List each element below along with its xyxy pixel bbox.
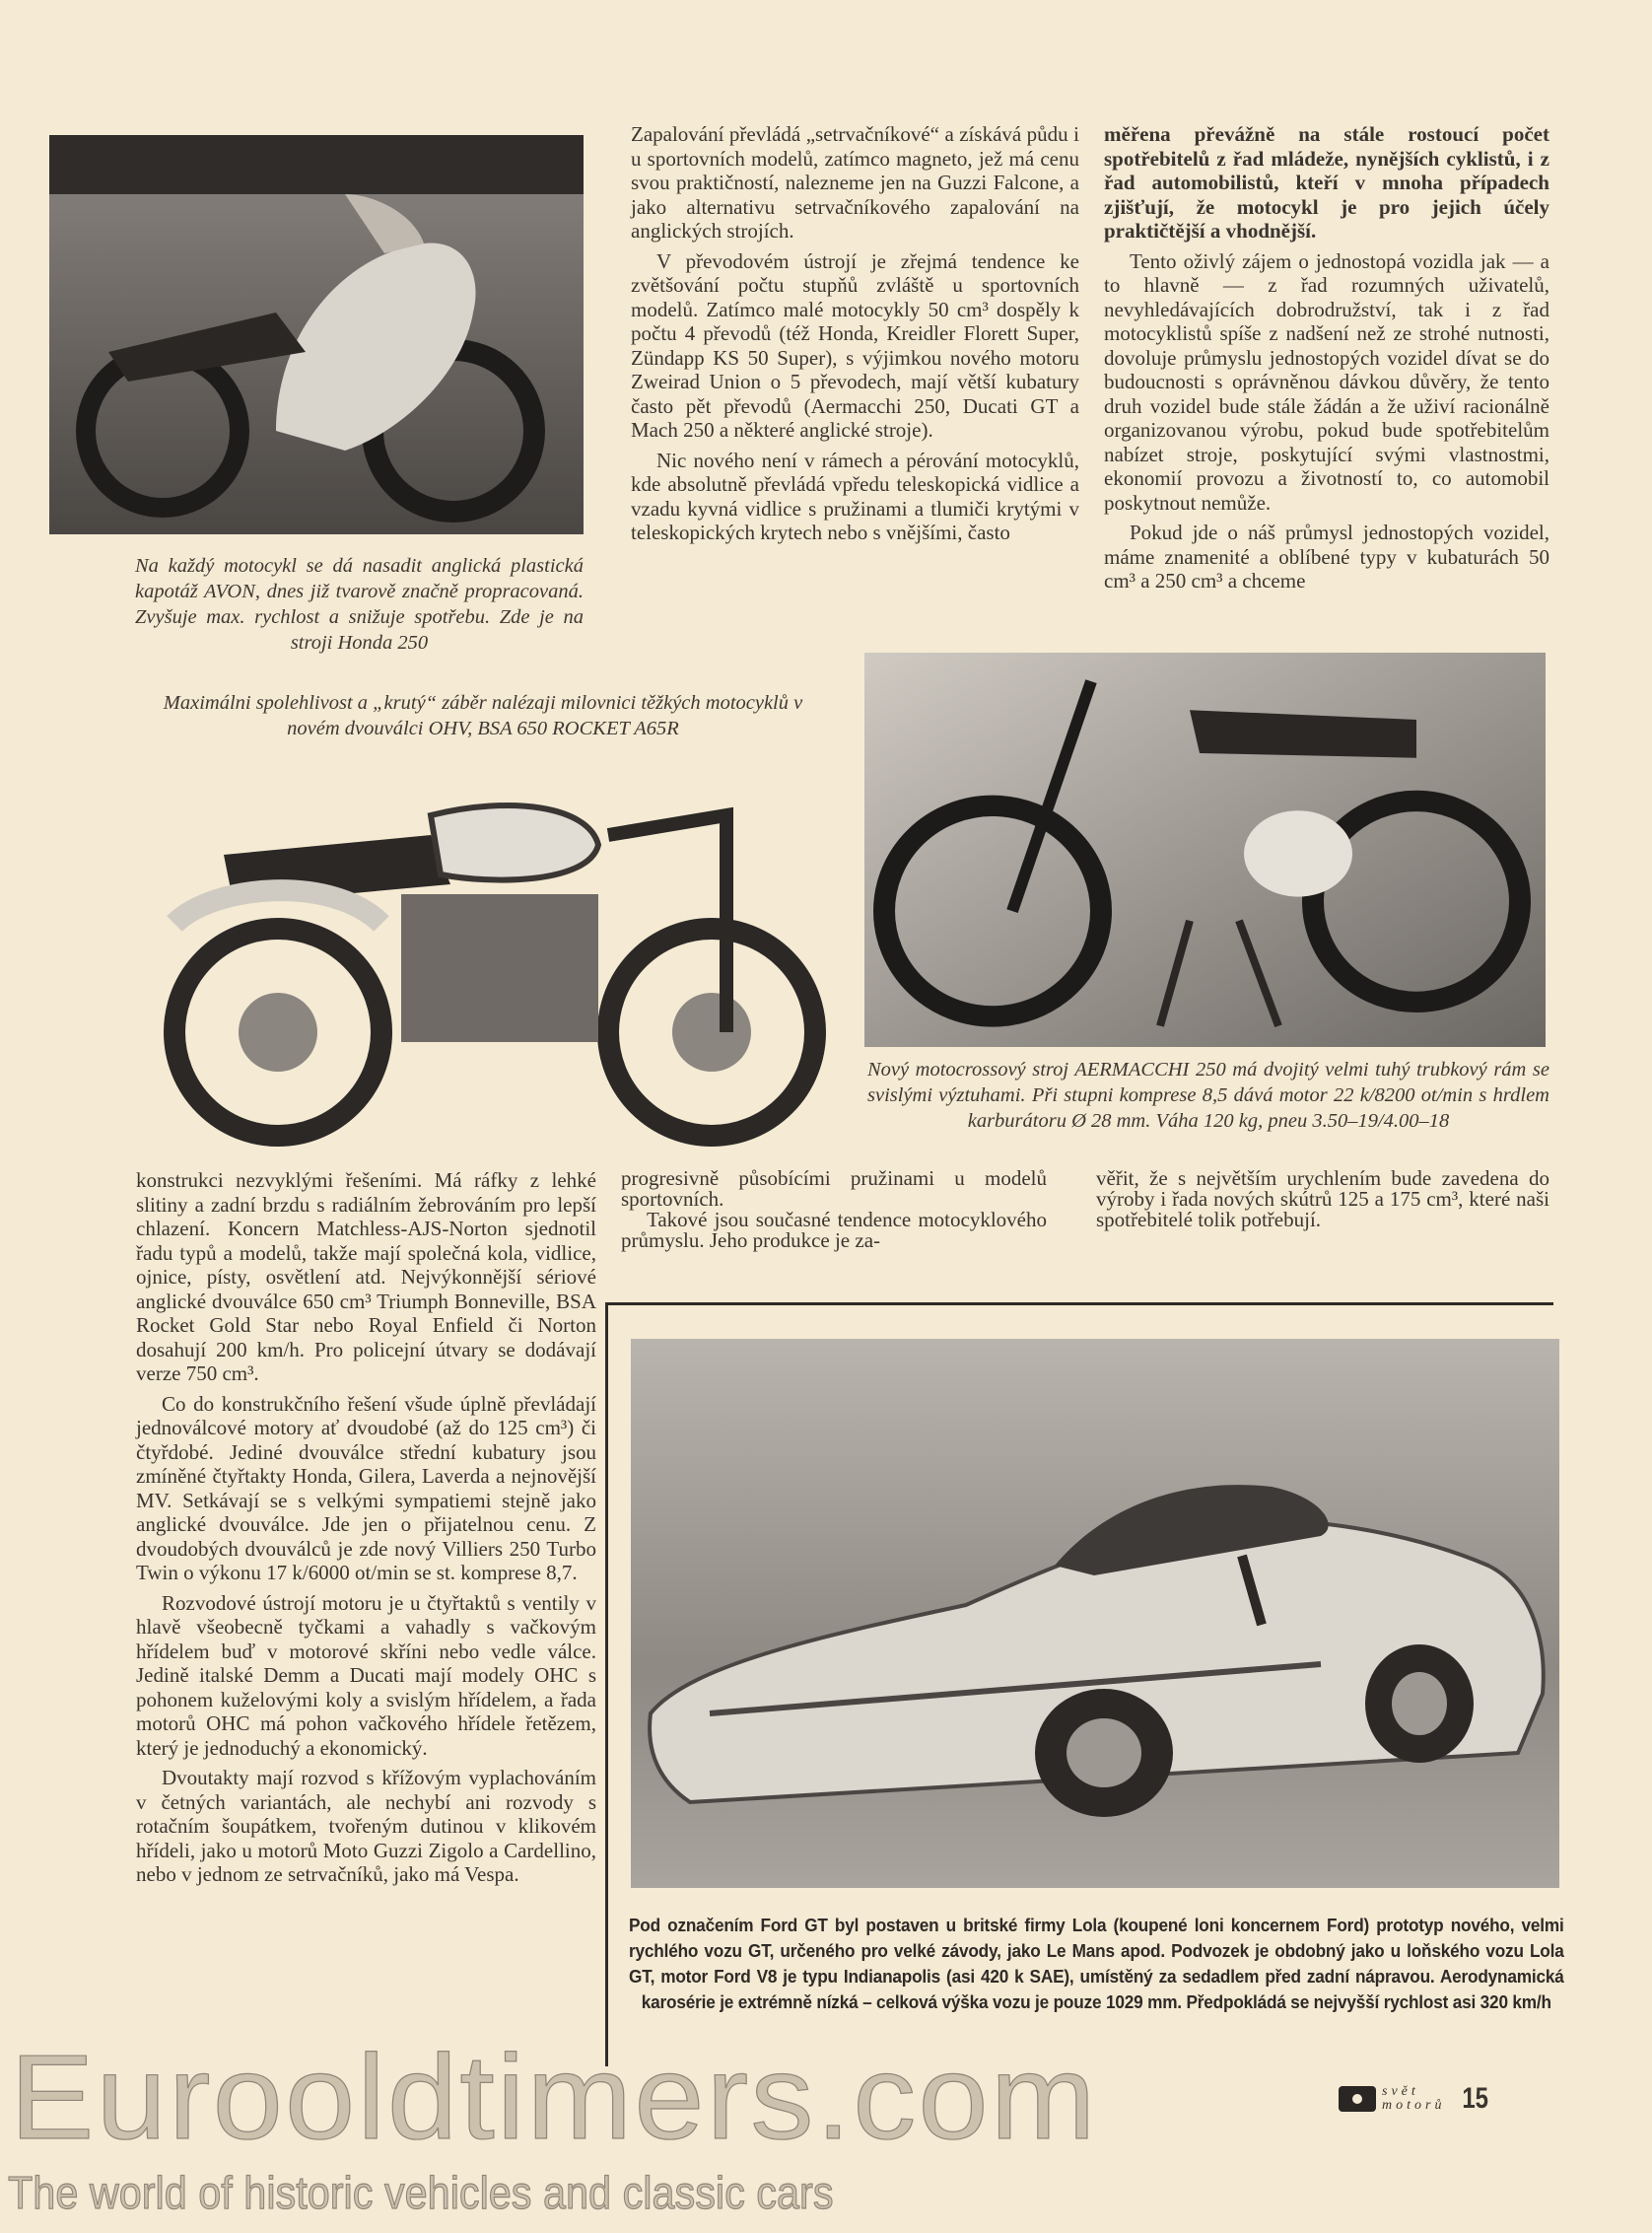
paragraph: Dvoutakty mají rozvod s křížovým vyplachováním v četných variantách, ale nechybí ani rozvody s rotačním šoupátkem, tvořeným dutinou v klikovém hřídeli, jako u motorů Moto Guzzi Zigolo a Cardellino, nebo v jednom ze setrvačníků, jako má Vespa. xyxy=(136,1766,596,1886)
article-column-top-right xyxy=(1104,122,1549,599)
paragraph: progresivně působícími pružinami u modelů sportovních. xyxy=(621,1166,1047,1211)
honda-250-avon-fairing-photo xyxy=(49,135,584,534)
paragraph: měřena převážně na stále rostoucí počet spotřebitelů z řad mládeže, nynějších cyklistů, i z řad automobilistů, kteří v mnoha případech zjišťují, že motocykl je pro jejich účely praktičtější a vhodnější. xyxy=(1104,122,1549,243)
bsa-photo-caption: Maximálni spolehlivost a „krutý“ záběr nalézaji milovnici těžkých motocyklů v novém dvouválci OHV, BSA 650 ROCKET A65R xyxy=(163,692,803,739)
paragraph: Co do konstrukčního řešení všude úplně převládají jednoválcové motory ať dvoudobé (až do 125 cm³) či čtyřdobé. Jediné dvouválce střední kubatury jsou zmíněné čtyřtakty Honda, Gilera, Laverda a nejnovější MV. Setkávají se s velkými sympatiemi stejně jako anglické dvouválce. Jde jen o přijatelnou cenu. Z dvoudobých dvouválců je zde nový Villiers 250 Turbo Twin o výkonu 17 k/6000 ot/min se st. komprese 8,7. xyxy=(136,1391,596,1584)
box-rule-top xyxy=(605,1302,1553,1305)
article-column-top-middle xyxy=(631,122,1079,551)
ford-gt-prototype-photo xyxy=(631,1339,1559,1888)
magazine-logo xyxy=(1339,2082,1492,2116)
paragraph: Tento oživlý zájem o jednostopá vozidla jak — a to hlavně — z řad rozumných uživatelů, nevyhledávajících dobrodružství, tak i z řad motocyklistů spíše z nadšení než ze strohé nutnosti, dovoluje průmyslu jednostopých vozidel dívat se do budoucnosti s oprávněnou dávkou důvěry, že tento druh vozidel bude stále žádán a že uživí racionálně organizovanou výrobu, pokud bude spotřebitelům nabízet stroje, poskytující svými vlastnostmi, ekonomií provozu a životností to, co automobil poskytnout nemůže. xyxy=(1104,248,1549,515)
aermacchi-photo-caption: Nový motocrossový stroj AERMACCHI 250 má dvojitý velmi tuhý trubkový rám se svislými výztuhami. Při stupni komprese 8,5 dává motor 22 k/8200 ot/min s hrdlem karburátoru Ø 28 mm. Váha 120 kg, pneu 3.50–19/4.00–18 xyxy=(867,1059,1549,1132)
ford-gt-photo-caption: Pod označením Ford GT byl postaven u britské firmy Lola (koupené loni koncernem Ford) prototyp nového, velmi rychlého vozu GT, určeného pro velké závody, jako Le Mans apod. Podvozek je obdobný jako u loňského vozu Lola GT, motor Ford V8 je typu Indianapolis (asi 420 k SAE), umístěný za sedadlem před zadní nápravou. Aerodynamická karosérie je extrémně nízká – celková výška vozu je pouze 1029 mm. Předpokládá se nejvyšší rychlost asi 320 km/h xyxy=(629,1915,1564,2012)
watermark-site-name: Eurooldtimers.com xyxy=(10,2030,1098,2164)
paragraph: Pokud jde o náš průmysl jednostopých vozidel, máme znamenité a oblíbené typy v kubaturách 50 cm³ a 250 cm³ a chceme xyxy=(1104,521,1549,593)
aermacchi-250-motocross-photo xyxy=(864,653,1546,1047)
paragraph: věřit, že s největším urychlením bude zavedena do výroby i řada nových skútrů 125 a 175 cm³, které naši spotřebitelé tolik potřebují. xyxy=(1096,1166,1549,1231)
watermark-tagline: The world of historic vehicles and classic cars xyxy=(8,2167,834,2218)
logo-word-svet: svět xyxy=(1382,2084,1419,2099)
box-rule-left xyxy=(605,1302,608,2066)
logo-word-motoru: motorů xyxy=(1382,2098,1446,2113)
paragraph: Takové jsou současné tendence motocyklového průmyslu. Jeho produkce je za- xyxy=(621,1208,1047,1252)
svet-motoru-logo-icon xyxy=(1339,2086,1376,2112)
article-column-bottom-left xyxy=(136,1168,596,1893)
paragraph: Zapalování převládá „setrvačníkové“ a získává půdu i u sportovních modelů, zatímco magneto, jež má cenu svou praktičností, nalezneme jen na Guzzi Falcone, a jako alternativu setrvačníkového zapalování na anglických strojích. xyxy=(631,122,1079,243)
paragraph: Nic nového není v rámech a pérování motocyklů, kde absolutně převládá vpředu teleskopická vidlice a vzadu kyvná vidlice s pružinami a tlumiči krytými v teleskopických krytech nebo s vnějšími, často xyxy=(631,448,1079,544)
article-column-bottom-middle xyxy=(621,1168,1047,1251)
page-number: 15 xyxy=(1462,2082,1489,2115)
paragraph: V převodovém ústrojí je zřejmá tendence ke zvětšování počtu stupňů zvláště u sportovních modelů. Zatímco malé motocykly 50 cm³ dospěly k počtu 4 převodů (též Honda, Kreidler Florett Super, Zündapp KS 50 Super), s výjimkou nového motoru Zweirad Union o 5 převodech, mají větší kubatury často pět převodů (Aermacchi 250, Ducati GT a Mach 250 a některé anglické stroje). xyxy=(631,248,1079,442)
paragraph: Rozvodové ústrojí motoru je u čtyřtaktů s ventily v hlavě všeobecně tyčkami a vahadly s vačkovým hřídelem buď v motorové skříni nebo vedle válce. Jedině italské Demm a Ducati mají modely OHC s pohonem kuželovými koly a svislým hřídelem, a řada motorů OHC má pohon vačkového hřídele řetězem, který je jednoduchý a ekonomický. xyxy=(136,1590,596,1760)
honda-photo-caption: Na každý motocykl se dá nasadit anglická plastická kapotáž AVON, dnes již tvarově značně propracovaná. Zvyšuje max. rychlost a snižuje spotřebu. Zde je na stroji Honda 250 xyxy=(135,555,584,654)
article-column-bottom-right xyxy=(1096,1168,1549,1236)
paragraph: konstrukci nezvyklými řešeními. Má ráfky z lehké slitiny a zadní brzdu s radiálním žebrováním pro lepší chlazení. Koncern Matchless-AJS-Norton sjednotil řadu typů a modelů, takže mají společná kola, vidlice, ojnice, písty, osvětlení atd. Nejvýkonnější sériové anglické dvouválce 650 cm³ Triumph Bonneville, BSA Rocket Gold Star nebo Royal Enfield či Norton dosahují 200 km/h. Pro policejní útvary se dodávají verze 750 cm³. xyxy=(136,1168,596,1385)
bsa-650-rocket-photo xyxy=(135,776,848,1160)
